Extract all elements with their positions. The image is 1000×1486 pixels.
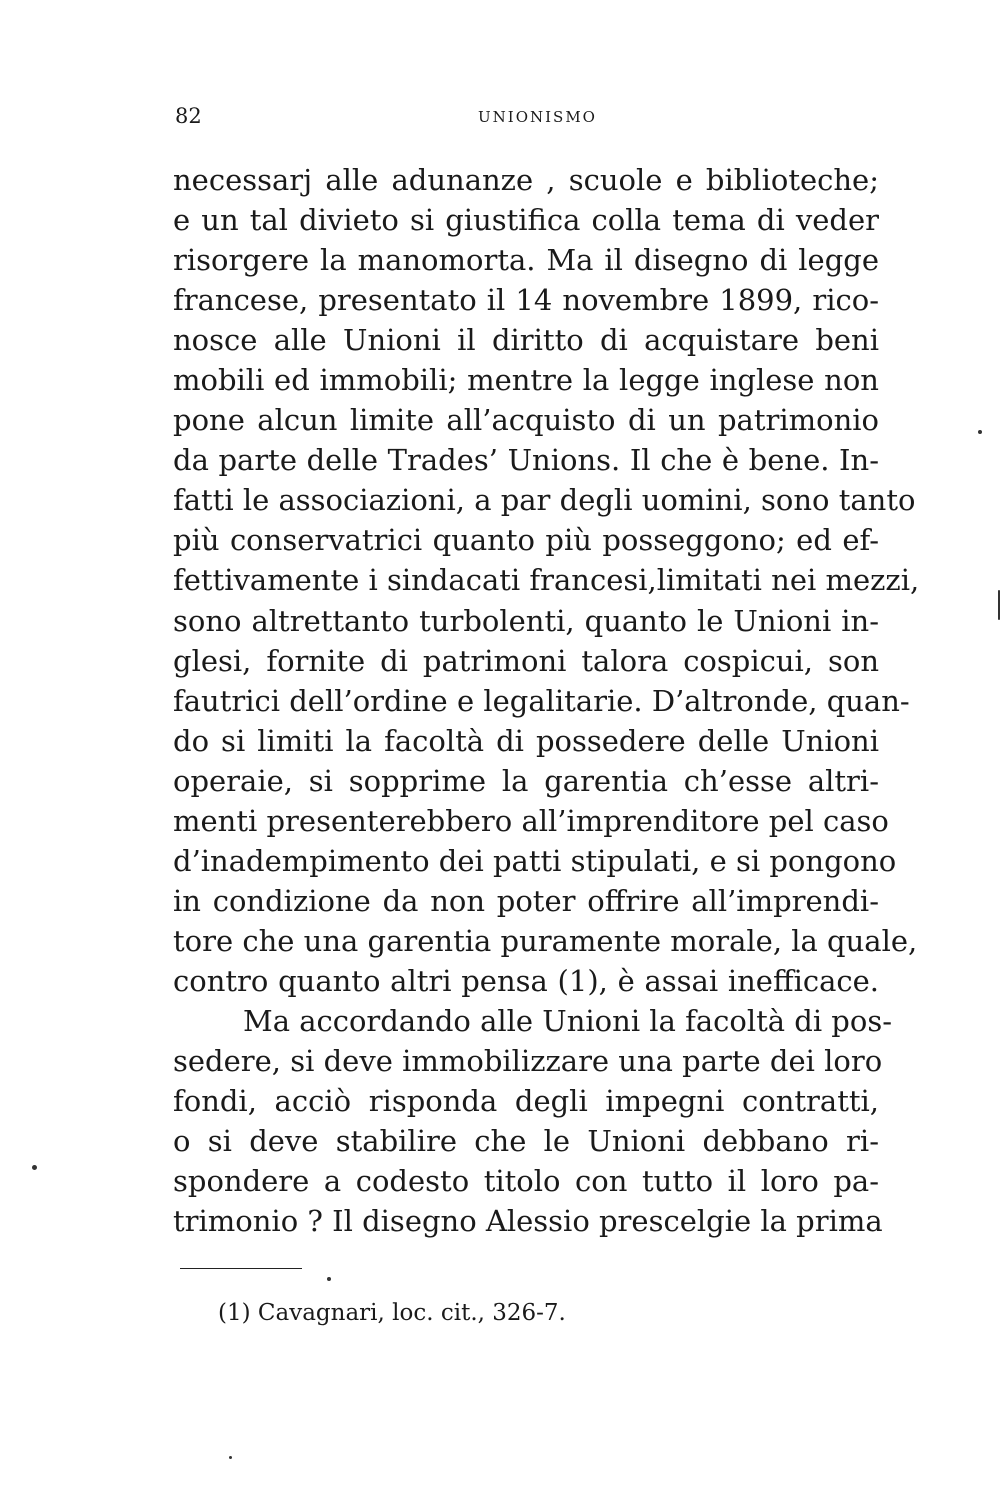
page-number: 82	[175, 104, 202, 128]
text-line: fautrici dell’ordine e legalitarie. D’altronde, quan-	[173, 683, 910, 718]
text-line: sedere, si deve immobilizzare una parte dei loro	[173, 1044, 883, 1079]
text-line: e un tal divieto si giustifica colla tema di veder	[173, 203, 879, 238]
text-line: mobili ed immobili; mentre la legge inglese non	[173, 363, 879, 398]
text-line: glesi, fornite di patrimoni talora cospicui, son	[173, 643, 879, 678]
text-line: più conservatrici quanto più posseggono; ed ef-	[173, 523, 879, 558]
text-line: o si deve stabilire che le Unioni debbano ri-	[173, 1124, 879, 1159]
text-line: pone alcun limite all’acquisto di un patrimonio	[173, 403, 879, 438]
text-line: nosce alle Unioni il diritto di acquistare beni	[173, 323, 879, 358]
print-speck	[327, 1277, 331, 1281]
text-line: necessarj alle adunanze , scuole e biblioteche;	[173, 163, 879, 197]
text-line: d’inadempimento dei patti stipulati, e si pongono	[173, 843, 897, 878]
text-line: francese, presentato il 14 novembre 1899, rico-	[173, 283, 879, 318]
text-line: spondere a codesto titolo con tutto il loro pa-	[173, 1164, 879, 1199]
text-line: operaie, si sopprime la garentia ch’esse altri-	[173, 763, 879, 798]
text-line: menti presenterebbero all’imprenditore pel caso	[173, 803, 889, 838]
paragraph-start-line: Ma accordando alle Unioni la facoltà di pos-	[243, 1003, 893, 1038]
text-line: fondi, acciò risponda degli impegni contratti,	[173, 1084, 879, 1119]
text-line: do si limiti la facoltà di possedere delle Unioni	[173, 723, 879, 758]
print-speck	[32, 1165, 37, 1170]
body-text	[173, 160, 920, 1241]
text-line: fatti le associazioni, a par degli uomini, sono tanto	[173, 483, 916, 518]
text-line: da parte delle Trades’ Unions. Il che è bene. In-	[173, 443, 879, 478]
text-line: trimonio ? Il disegno Alessio prescelgie la prima	[173, 1204, 883, 1239]
text-line: contro quanto altri pensa (1), è assai inefficace.	[173, 963, 879, 998]
running-head: UNIONISMO	[478, 108, 597, 126]
footnote-rule	[180, 1268, 302, 1269]
footnote: (1) Cavagnari, loc. cit., 326-7.	[218, 1300, 566, 1326]
text-line: fettivamente i sindacati francesi,limitati nei mezzi,	[173, 563, 920, 598]
text-line: sono altrettanto turbolenti, quanto le Unioni in-	[173, 603, 879, 638]
text-line: risorgere la manomorta. Ma il disegno di legge	[173, 243, 879, 278]
text-line: in condizione da non poter offrire all’imprendi-	[173, 883, 879, 918]
text-line: tore che una garentia puramente morale, la quale,	[173, 923, 918, 958]
print-speck	[229, 1456, 232, 1459]
print-speck	[978, 430, 982, 434]
